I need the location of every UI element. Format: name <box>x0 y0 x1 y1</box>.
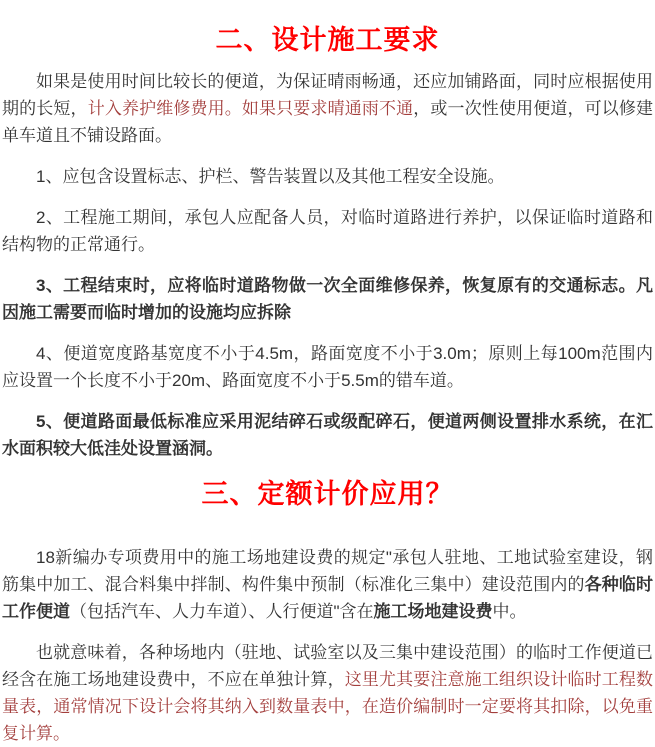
paragraph <box>2 163 653 190</box>
text-run: 中。 <box>492 602 527 621</box>
paragraph <box>2 272 653 326</box>
paragraph <box>2 639 653 747</box>
section-heading-design-construction: 二、设计施工要求 <box>215 25 440 55</box>
text-run: 4、便道宽度路基宽度不小于4.5m，路面宽度不小于3.0m；原则上每100m范围内应设置一个长度不小于20m、路面宽度不小于5.5m的错车道。 <box>2 344 653 390</box>
text-run: 3、工程结束时，应将临时道路物做一次全面维修保养，恢复原有的交通标志。凡因施工需要而临时增加的设施均应拆除 <box>2 276 653 322</box>
section-heading-quota-pricing: 三、定额计价应用？ <box>201 479 454 509</box>
text-run: 2、工程施工期间，承包人应配备人员，对临时道路进行养护，以保证临时道路和结构物的正常通行。 <box>2 208 653 254</box>
bold-text-run: 施工场地建设费 <box>373 602 493 621</box>
paragraph <box>2 408 653 462</box>
paragraph <box>2 544 653 625</box>
highlighted-text-run: 这里尤其要注意施工组织设计临时工程数量表，通常情况下设计会将其纳入到数量表中，在造价编制时一定要将其扣除，以免重复计算。 <box>2 670 653 743</box>
text-run: ，或一次性使用便道，可以修建单车道且不铺设路面。 <box>2 99 654 145</box>
paragraph <box>2 204 653 258</box>
paragraph <box>2 340 653 394</box>
text-run: 18新编办专项费用中的施工场地建设费的规定"承包人驻地、工地试验室建设，钢筋集中加工、混合料集中拌制、构件集中预制（标准化三集中）建设范围内的 <box>2 548 653 594</box>
text-run: 5、便道路面最低标准应采用泥结碎石或级配碎石，便道两侧设置排水系统，在汇水面积较大低洼处设置涵洞。 <box>2 412 653 458</box>
text-run: 如果是使用时间比较长的便道，为保证晴雨畅通，还应加铺路面，同时应根据使用期的长短， <box>2 72 653 118</box>
bold-text-run: 各种临时工作便道 <box>2 575 653 621</box>
text-run: （包括汽车、人力车道）、人行便道"含在 <box>70 602 374 621</box>
highlighted-text-run: 计入养护维修费用。如果只要求晴通雨不通 <box>87 99 414 118</box>
paragraph <box>2 68 653 149</box>
text-run: 1、应包含设置标志、护栏、警告装置以及其他工程安全设施。 <box>36 167 505 186</box>
text-run: 也就意味着，各种场地内（驻地、试验室以及三集中建设范围）的临时工作便道已经含在施工场地建设费中，不应在单独计算， <box>2 643 653 689</box>
